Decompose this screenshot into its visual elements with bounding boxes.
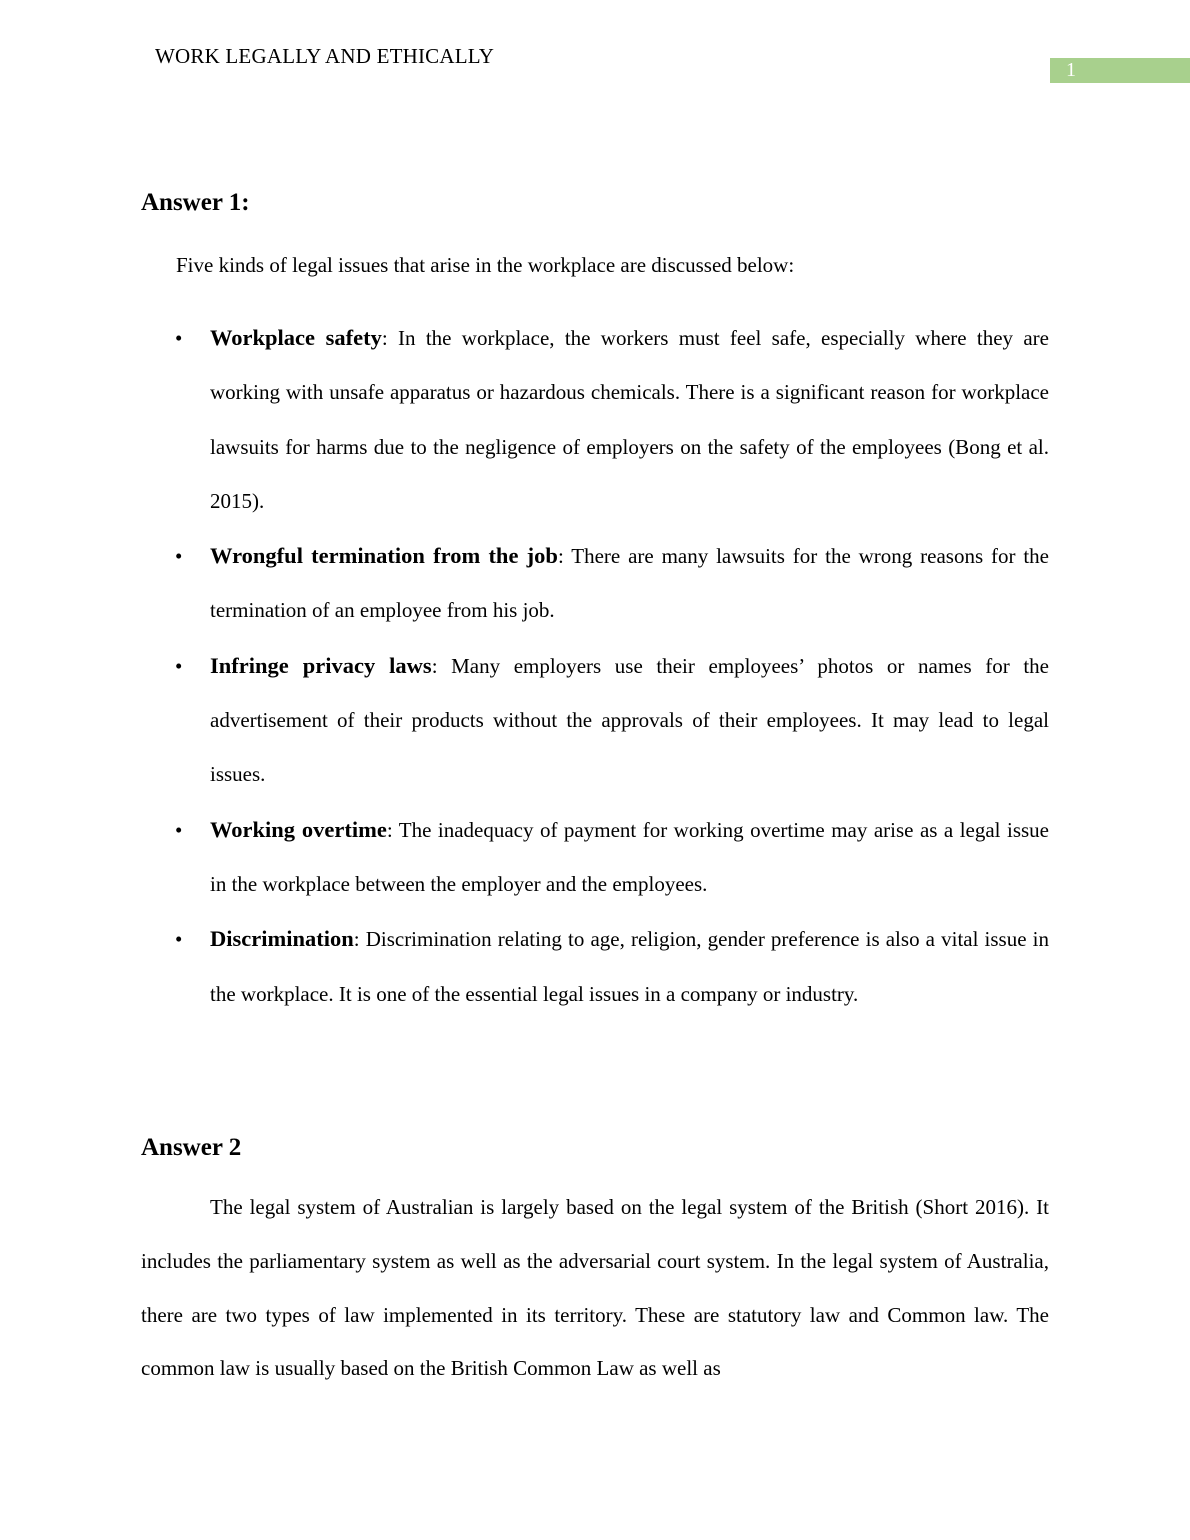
running-head-title: WORK LEGALLY AND ETHICALLY [155, 44, 495, 68]
bullet-icon: • [175, 326, 183, 350]
page-number: 1 [1066, 59, 1076, 81]
list-item-privacy-laws [175, 639, 1050, 802]
bullet-icon: • [175, 927, 183, 952]
list-item-workplace-safety [175, 311, 1049, 528]
answer-1-heading: Answer 1: [141, 189, 250, 216]
list-item-text: : There are many lawsuits for the wrong reasons for the termination of an employee from his job. [210, 544, 1049, 623]
list-item-discrimination [175, 912, 1049, 1021]
list-item-text: : In the workplace, the workers must feel safe, especially where they are working with unsafe apparatus or hazardous chemicals. There is a significant reason for workplace lawsuits for harms due to the negligence of employers on the safety of the employees (Bong et al. 2015). [210, 326, 1049, 513]
list-item-text: : The inadequacy of payment for working overtime may arise as a legal issue in the workplace between the employer and the employees. [210, 817, 1049, 896]
bullet-icon: • [175, 817, 183, 842]
list-item-text: : Discrimination relating to age, religion, gender preference is also a vital issue in the workplace. It is one of the essential legal issues in a company or industry. [210, 927, 1049, 1006]
list-item-term: Workplace safety [210, 325, 382, 350]
bullet-icon: • [175, 653, 183, 678]
list-item-term: Working overtime [210, 816, 387, 842]
legal-issues-list [175, 311, 1050, 1022]
answer-2-paragraph: The legal system of Australian is largely based on the legal system of the British (Short 2016). It includes the parliamentary system as well as the adversarial court system. In the legal system of Australia, there are two types of law implemented in its territory. These are statutory law and Common law. The common law is usually based on the British Common Law as well as [141, 1195, 1049, 1381]
answer-1-intro: Five kinds of legal issues that arise in the workplace are discussed below: [176, 253, 795, 277]
list-item-wrongful-termination [175, 529, 1049, 638]
list-item-working-overtime [175, 803, 1049, 912]
list-item-text: : Many employers use their employees’ photos or names for the advertisement of their products without the approvals of their employees. It may lead to legal issues. [210, 653, 1050, 787]
answer-2-heading: Answer 2 [141, 1134, 242, 1161]
list-item-term: Discrimination [210, 926, 354, 952]
page-number-badge [1050, 58, 1190, 83]
bullet-icon: • [175, 544, 183, 569]
list-item-term: Infringe privacy laws [210, 652, 432, 678]
list-item-term: Wrongful termination from the job [210, 543, 558, 569]
